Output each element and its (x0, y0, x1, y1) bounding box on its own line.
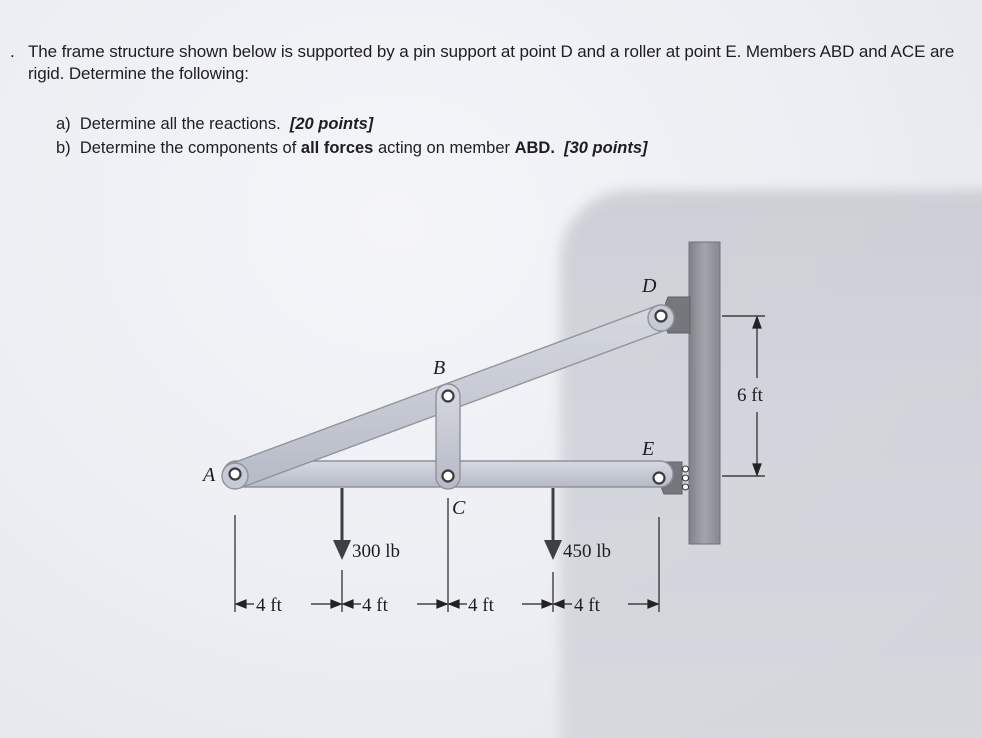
span-1-label: 4 ft (256, 595, 282, 616)
label-c: C (452, 497, 466, 519)
part-a-text: Determine all the reactions. (79, 115, 281, 133)
dimension-6ft-label: 6 ft (737, 385, 763, 406)
label-a: A (203, 464, 216, 486)
part-b-text-before: Determine the components of (79, 139, 301, 157)
part-b-text-middle: acting on member (373, 139, 515, 157)
problem-statement: The frame structure shown below is supported by a pin support at point D and a roller at point E. Members ABD and ACE are rigid. Determine the following: (28, 42, 955, 83)
pin-a (230, 469, 241, 480)
span-2-label: 4 ft (362, 595, 388, 616)
load-300-arrow (333, 488, 351, 560)
load-300-label: 300 lb (352, 541, 401, 562)
wall (689, 242, 720, 544)
span-3-label: 4 ft (468, 595, 494, 616)
part-b-marker: b) (56, 139, 71, 157)
label-e: E (642, 438, 655, 460)
load-450-arrow (544, 488, 562, 560)
pin-b (443, 391, 454, 402)
part-a-points: [20 points] (289, 115, 374, 133)
roller-e (683, 466, 689, 490)
pin-e (654, 473, 665, 484)
part-b-bold: all forces (300, 139, 374, 157)
part-a-marker: a) (56, 115, 71, 133)
pin-d (656, 311, 667, 322)
label-b: B (433, 357, 446, 379)
span-4-label: 4 ft (574, 595, 600, 616)
part-b-points: [30 points] (564, 139, 648, 157)
label-d: D (642, 275, 657, 297)
question-number: . (10, 42, 15, 61)
part-b-member: ABD. (514, 139, 555, 157)
load-450-label: 450 lb (563, 541, 612, 562)
pin-c (443, 471, 454, 482)
